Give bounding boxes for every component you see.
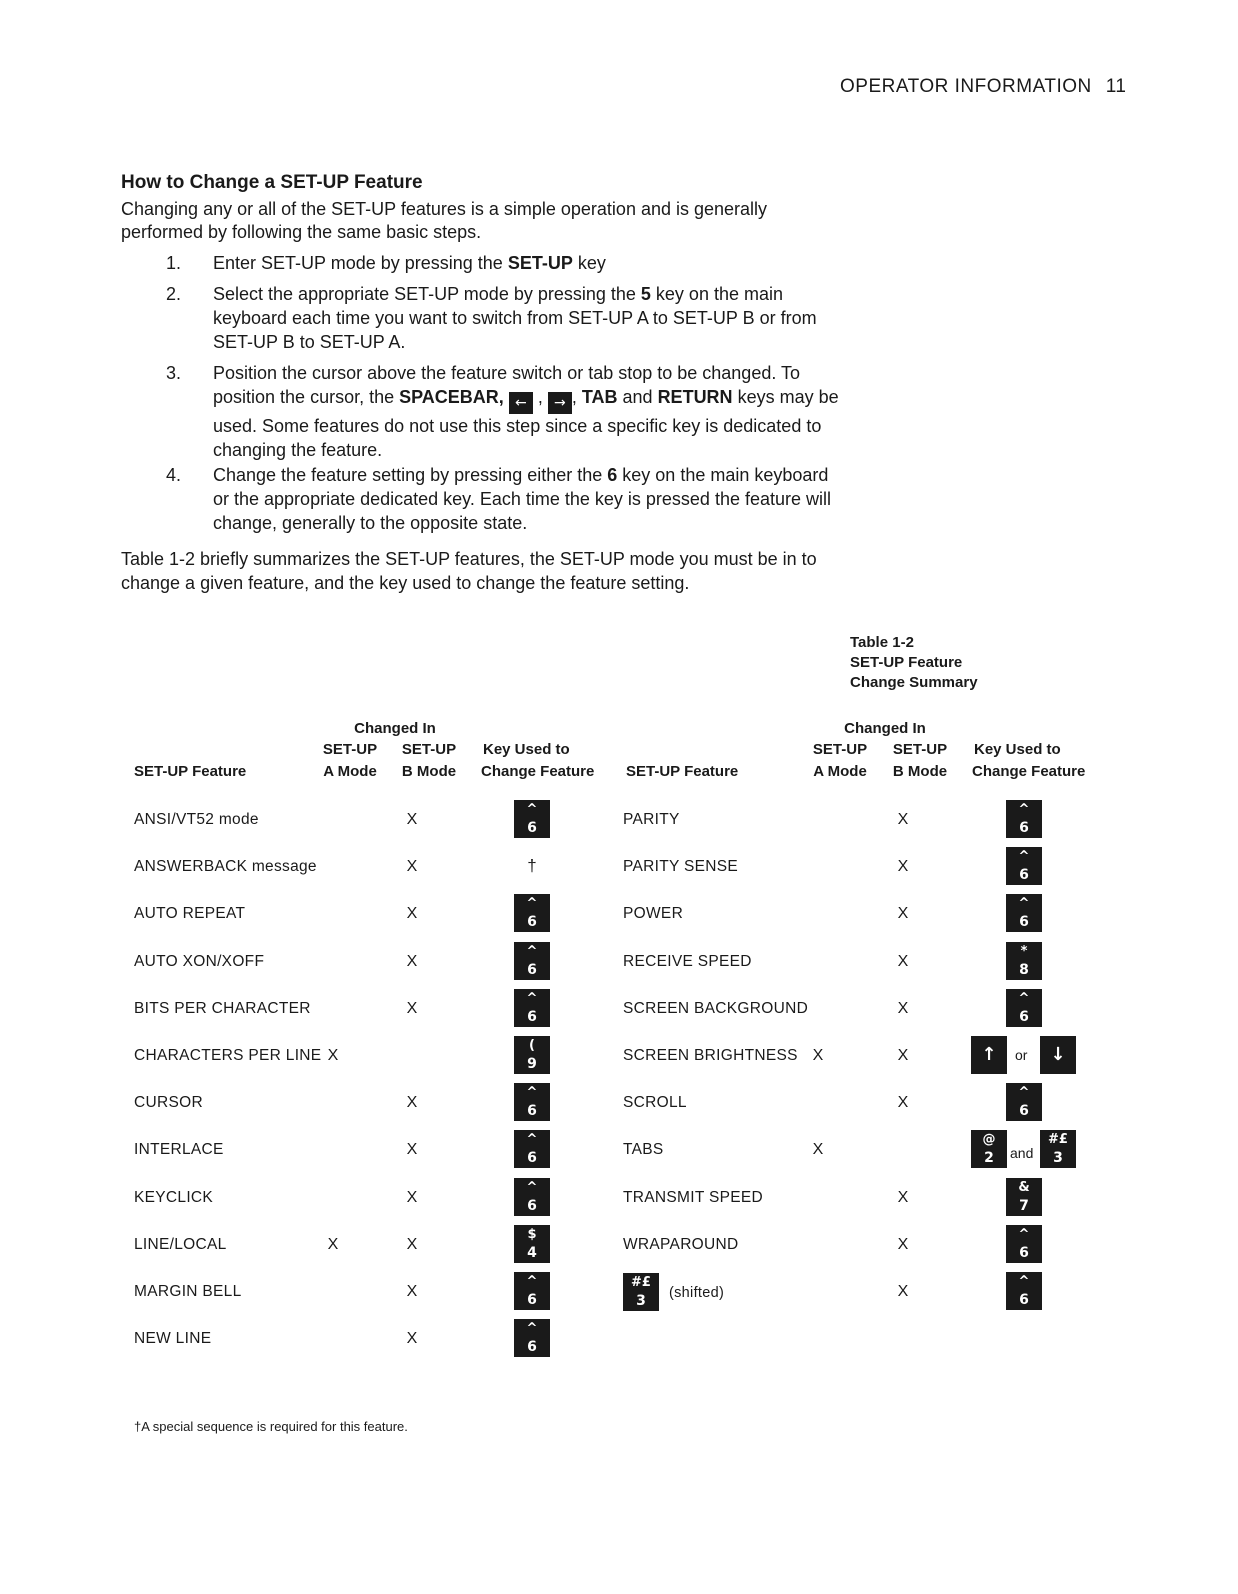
step-text: Select the appropriate SET-UP mode by pressing the 5 key on the main keyboard each time you want to switch from SET-UP A to SET-UP B or from SET-UP B to SET-UP A. [213,284,817,352]
and-connector: and [1010,1145,1034,1162]
keycap-icon [1006,1225,1042,1263]
keycap-icon [1040,1130,1076,1168]
feature-label: PARITY [623,811,680,828]
keycap-bottom-glyph: 6 [527,1197,537,1214]
keycap-bottom-glyph: 6 [527,1103,537,1120]
mode-b-mark: X [406,1235,418,1253]
mode-a-mark: X [812,1047,824,1064]
keycap-icon [1006,800,1042,838]
keycap-top-glyph: #£ [631,1275,651,1290]
header-a-mode: A Mode [323,763,377,780]
keycap-icon [514,1178,550,1216]
feature-label: LINE/LOCAL [134,1235,227,1253]
keycap-icon [1006,894,1042,932]
mode-b-mark: X [406,858,418,876]
left-arrow-key-icon: ← [509,392,533,414]
up-arrow-key-icon [971,1036,1007,1074]
keycap-bottom-glyph: 6 [527,820,537,836]
keycap-bottom-glyph: 8 [1019,961,1029,978]
keycap-icon [514,800,550,838]
feature-label: MARGIN BELL [134,1283,242,1300]
keycap-bottom-glyph: 7 [1019,1197,1029,1214]
intro-paragraph: Changing any or all of the SET-UP features is a simple operation and is generally performed by following the same basic steps. [121,199,768,242]
header-b-mode: B Mode [892,763,948,780]
mode-b-mark: X [897,952,909,970]
keycap-bottom-glyph: 6 [1019,1292,1029,1308]
keycap-top-glyph: ^ [1018,1274,1030,1289]
header-b-mode: B Mode [401,763,457,780]
header-change-feature: Change Feature [481,763,595,780]
keycap-top-glyph: ^ [1018,896,1030,912]
feature-label: NEW LINE [134,1330,212,1348]
caption-line: Table 1-2 [850,634,914,651]
feature-label: INTERLACE [134,1141,224,1159]
keycap-top-glyph: ^ [1018,802,1030,817]
keycap-bottom-glyph: 6 [1019,914,1029,931]
keycap-bottom-glyph: 6 [1019,1244,1029,1261]
feature-label: WRAPAROUND [623,1235,739,1253]
page-header [840,76,1130,98]
section-title: OPERATOR INFORMATION [840,76,1092,97]
keycap-icon [1006,942,1042,980]
keycap-icon [1006,1178,1042,1216]
keycap-top-glyph: & [1018,1179,1030,1195]
keycap-bottom-glyph: 6 [1019,820,1029,836]
feature-label: ANSI/VT52 mode [134,811,259,828]
up-arrow-key-icon-glyph: ↑ [981,1044,997,1065]
step-1 [121,251,841,275]
keycap-icon [514,942,550,980]
keycap-top-glyph: ^ [526,802,538,817]
keycap-bottom-glyph: 3 [636,1293,646,1309]
keycap-icon [623,1273,659,1311]
header-setup-a: SET-UP [812,741,868,758]
mode-b-mark: X [406,999,418,1017]
keycap-bottom-glyph: 6 [527,1339,537,1356]
keycap-bottom-glyph: 6 [527,914,537,931]
feature-label: CHARACTERS PER LINE [134,1047,322,1064]
mode-b-mark: X [406,811,418,828]
feature-label: (shifted) [669,1285,725,1301]
header-setup-feature: SET-UP Feature [626,763,739,780]
keycap-top-glyph: @ [982,1132,996,1148]
step-number: 1. [166,253,182,273]
page-number: 11 [1105,76,1127,97]
mode-a-mark: X [812,1141,824,1159]
keycap-icon [514,1036,550,1074]
mode-b-mark: X [406,1141,418,1159]
feature-label: KEYCLICK [134,1188,214,1206]
keycap-top-glyph: ^ [526,1321,538,1337]
feature-label: ANSWERBACK message [134,858,317,876]
keycap-icon [514,1319,550,1357]
caption-line: Change Summary [850,674,978,691]
keycap-bottom-glyph: 6 [1019,867,1029,884]
keycap-bottom-glyph: 6 [527,1008,537,1025]
step-number: 2. [166,284,182,304]
keycap-top-glyph: ^ [1018,1226,1030,1242]
footnote: †A special sequence is required for this feature. [134,1419,408,1434]
step-number: 3. [166,363,182,383]
keycap-bottom-glyph: 6 [527,1292,537,1308]
keycap-bottom-glyph: 9 [527,1056,537,1072]
keycap-top-glyph: ^ [1018,990,1030,1006]
section-heading: How to Change a SET-UP Feature [121,172,423,193]
keycap-top-glyph: $ [527,1226,537,1242]
step-number: 4. [166,465,182,485]
header-setup-b: SET-UP [892,741,948,758]
mode-a-mark: X [327,1235,339,1253]
keycap-bottom-glyph: 6 [1019,1103,1029,1120]
keycap-icon [514,1272,550,1310]
keycap-icon [514,1225,550,1263]
mode-b-mark: X [897,1047,909,1064]
keycap-bottom-glyph: 6 [527,961,537,978]
keycap-top-glyph: ^ [526,1179,538,1195]
header-changed-in: Changed In [354,720,436,737]
down-arrow-key-icon-glyph: ↓ [1050,1044,1066,1065]
header-key-used: Key Used to [483,741,570,758]
mode-b-mark: X [406,1094,418,1112]
mode-b-mark: X [897,1235,909,1253]
step-text: Enter SET-UP mode by pressing the SET-UP key [213,253,606,273]
feature-label: POWER [623,905,684,923]
keycap-bottom-glyph: 4 [527,1244,537,1261]
feature-label: PARITY SENSE [623,858,739,876]
keycap-bottom-glyph: 6 [527,1150,537,1167]
caption-line: SET-UP Feature [850,654,963,671]
header-change-feature: Change Feature [972,763,1086,780]
keycap-top-glyph: ^ [1018,849,1030,865]
step-4 [121,463,841,535]
keycap-icon [1006,1272,1042,1310]
feature-label: BITS PER CHARACTER [134,999,311,1017]
keycap-icon [514,1130,550,1168]
feature-label: RECEIVE SPEED [623,952,752,970]
keycap-top-glyph: ^ [526,1274,538,1289]
mode-b-mark: X [897,1094,909,1112]
mode-b-mark: X [897,858,909,876]
header-changed-in: Changed In [844,720,926,737]
down-arrow-key-icon [1040,1036,1076,1074]
dagger-mark: † [527,856,537,876]
keycap-top-glyph: ^ [526,1085,538,1101]
header-setup-a: SET-UP [322,741,378,758]
keycap-top-glyph: ^ [526,990,538,1006]
mode-b-mark: X [406,1330,418,1348]
header-setup-b: SET-UP [401,741,457,758]
feature-label: AUTO XON/XOFF [134,952,265,970]
keycap-top-glyph: #£ [1048,1132,1068,1148]
mode-b-mark: X [406,1188,418,1206]
keycap-top-glyph: ^ [526,1132,538,1148]
feature-label: SCREEN BACKGROUND [623,999,809,1017]
keycap-icon [1006,847,1042,885]
table-caption [850,633,978,693]
keycap-top-glyph: * [1020,943,1028,959]
feature-label: AUTO REPEAT [134,905,246,923]
or-connector: or [1015,1047,1028,1063]
mode-b-mark: X [897,1188,909,1206]
step-text: Change the feature setting by pressing either the 6 key on the main keyboard or the appropriate dedicated key. Each time the key is pressed the feature will change, generally to the opposite state. [213,465,832,533]
keycap-top-glyph: ^ [1018,1085,1030,1101]
feature-label: SCREEN BRIGHTNESS [623,1047,798,1064]
mode-b-mark: X [406,905,418,923]
mode-b-mark: X [897,905,909,923]
feature-label: TABS [623,1141,664,1159]
keycap-top-glyph: ( [529,1038,535,1053]
feature-label: CURSOR [134,1094,203,1112]
step-2 [121,282,841,354]
mode-b-mark: X [897,811,909,828]
keycap-icon [514,989,550,1027]
step-3 [121,361,841,462]
mode-b-mark: X [406,1283,418,1300]
keycap-icon [1006,1083,1042,1121]
header-key-used: Key Used to [974,741,1061,758]
header-setup-feature: SET-UP Feature [134,763,247,780]
summary-paragraph: Table 1-2 briefly summarizes the SET-UP features, the SET-UP mode you must be in to change a given feature, and the key used to change the feature setting. [121,549,817,593]
step-text: Position the cursor above the feature switch or tab stop to be changed. To position the cursor, the SPACEBAR, ← , → , TAB and RETURN keys may be used. Some features do not use this step since a specific key is dedicated to changing the feature. [213,363,839,460]
keycap-icon [514,894,550,932]
keycap-top-glyph: ^ [526,943,538,959]
keycap-icon [514,1083,550,1121]
mode-b-mark: X [897,999,909,1017]
keycap-bottom-glyph: 2 [984,1150,994,1167]
keycap-bottom-glyph: 3 [1053,1150,1063,1167]
header-a-mode: A Mode [813,763,867,780]
keycap-icon [971,1130,1007,1168]
feature-label: TRANSMIT SPEED [623,1188,763,1206]
right-arrow-key-icon: → [548,392,572,414]
keycap-bottom-glyph: 6 [1019,1008,1029,1025]
keycap-top-glyph: ^ [526,896,538,912]
keycap-icon [1006,989,1042,1027]
mode-b-mark: X [406,952,418,970]
mode-b-mark: X [897,1283,909,1300]
mode-a-mark: X [327,1047,339,1064]
feature-label: SCROLL [623,1094,687,1112]
